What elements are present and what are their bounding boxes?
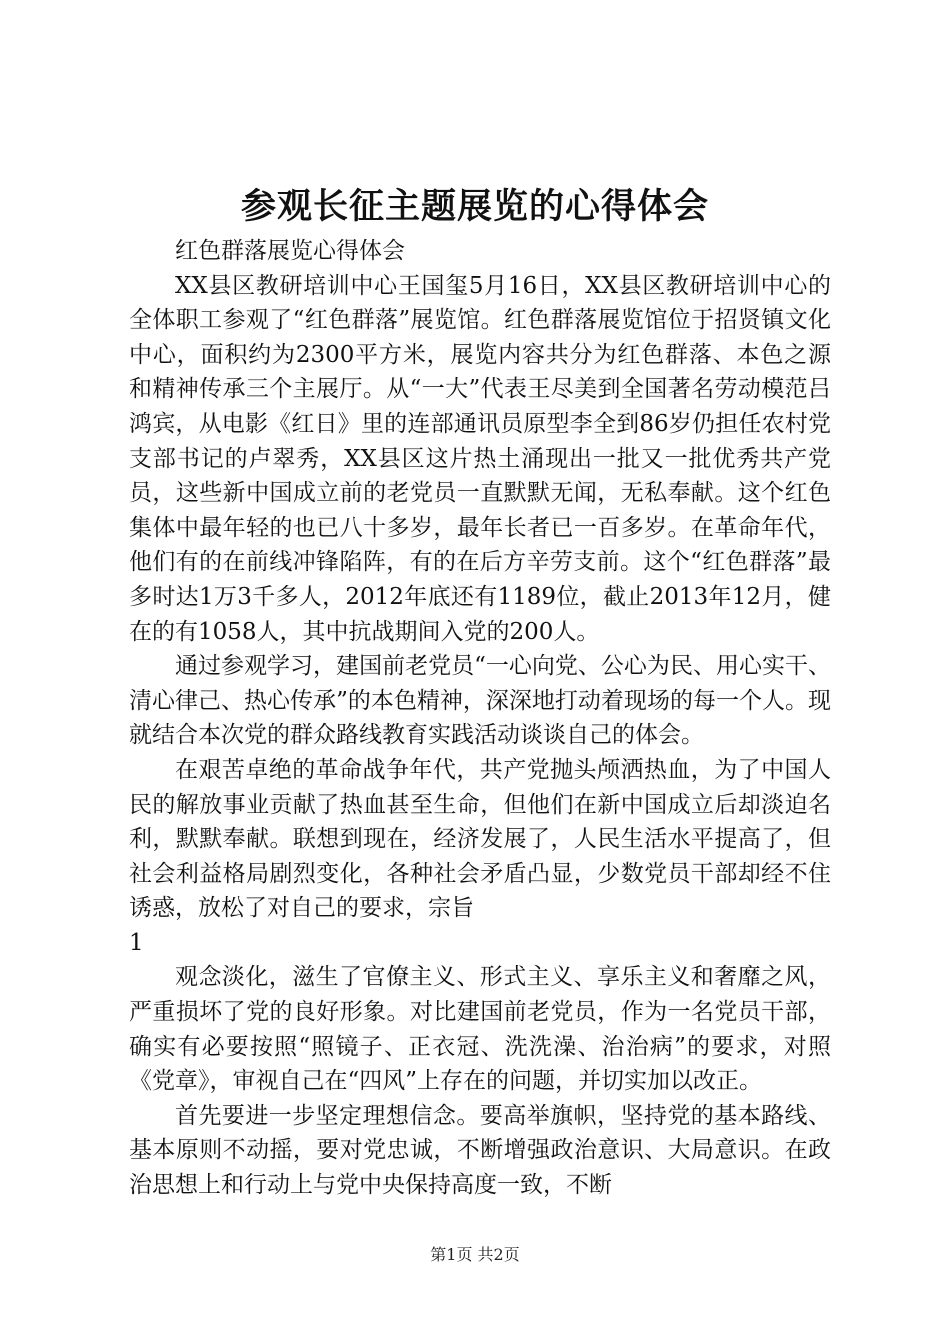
paragraph-ideals: 首先要进一步坚定理想信念。要高举旗帜，坚持党的基本路线、基本原则不动摇，要对党忠诚，不断增强政治意识、大局意识。在政治思想上和行动上与党中央保持高度一致，不断 <box>129 1102 831 1199</box>
paragraph-subtitle: 红色群落展览心得体会 <box>175 238 405 264</box>
paragraph-visit-study: 通过参观学习，建国前老党员“一心向党、公心为民、用心实干、清心律己、热心传承”的本色精神，深深地打动着现场的每一个人。现就结合本次党的群众路线教育实践活动谈谈自己的体会。 <box>129 653 831 749</box>
paragraph-continuation: 观念淡化，滋生了官僚主义、形式主义、享乐主义和奢靡之风，严重损坏了党的良好形象。对比建国前老党员，作为一名党员干部，确实有必要按照“照镜子、正衣冠、洗洗澡、治治病”的要求，对照《党章》，审视自己在“四风”上存在的问题，并切实加以改正。 <box>129 964 831 1095</box>
paragraph-intro: XX县区教研培训中心王国玺5月16日，XX县区教研培训中心的全体职工参观了“红色群落”展览馆。红色群落展览馆位于招贤镇文化中心，面积约为2300平方米，展览内容共分为红色群落、本色之源和精神传承三个主展厅。从“一大”代表王尽美到全国著名劳动模范吕鸿宾，从电影《红日》里的连部通讯员原型李全到86岁仍担任农村党支部书记的卢翠秀，XX县区这片热土涌现出一批又一批优秀共产党员，这些新中国成立前的老党员一直默默无闻，无私奉献。这个红色集体中最年轻的也已八十多岁，最年长者已一百多岁。在革命年代，他们有的在前线冲锋陷阵，有的在后方辛劳支前。这个“红色群落”最多时达1万3千多人，2012年底还有1189位，截止2013年12月，健在的有1058人，其中抗战期间入党的200人。 <box>129 272 831 645</box>
paragraph-revolution-era: 在艰苦卓绝的革命战争年代，共产党抛头颅洒热血，为了中国人民的解放事业贡献了热血甚至生命，但他们在新中国成立后却淡迫名利，默默奉献。联想到现在，经济发展了，人民生活水平提高了，但社会利益格局剧烈变化，各种社会矛盾凸显，少数党员干部却经不住诱惑，放松了对自己的要求，宗旨 <box>129 756 831 922</box>
document-body <box>129 234 831 1203</box>
page-footer: 第1页 共2页 <box>430 1245 520 1264</box>
document-title: 参观长征主题展览的心得体会 <box>240 186 709 227</box>
inline-page-marker: 1 <box>129 929 144 956</box>
